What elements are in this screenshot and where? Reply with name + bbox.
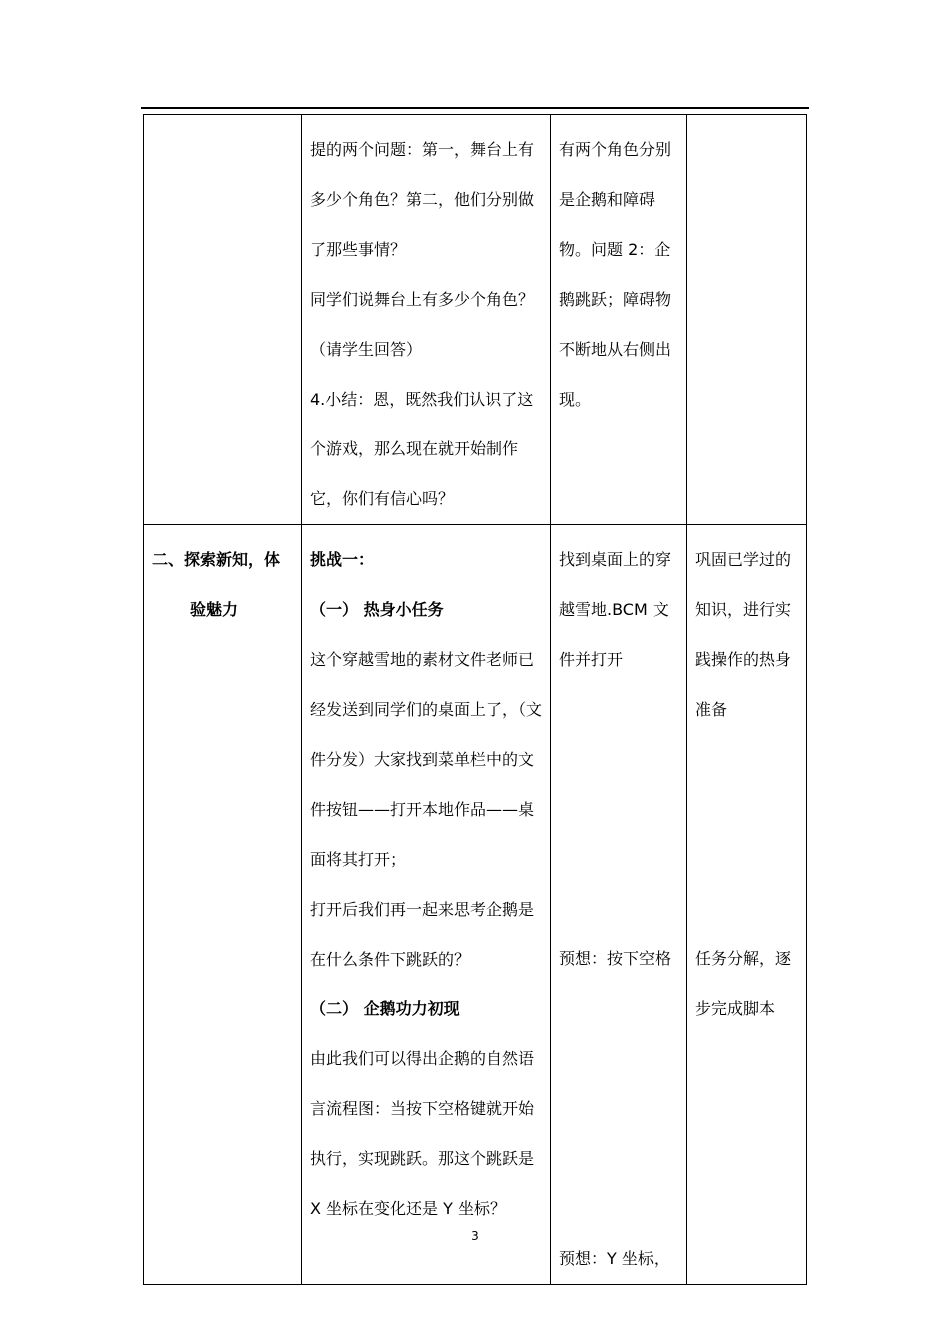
task-heading: （二） 企鹅功力初现 bbox=[310, 999, 460, 1019]
teacher-paragraph: 提的两个问题：第一，舞台上有多少个角色？第二，他们分别做了那些事情？ bbox=[310, 140, 535, 259]
spacer bbox=[695, 735, 799, 935]
teacher-paragraph: 同学们说舞台上有多少个角色？（请学生回答） bbox=[310, 289, 535, 359]
student-activity-cell bbox=[551, 115, 687, 525]
spacer bbox=[559, 984, 679, 1234]
teacher-activity-cell bbox=[302, 115, 551, 525]
challenge-heading: 挑战一： bbox=[310, 550, 375, 570]
teacher-paragraph: 打开后我们再一起来思考企鹅是在什么条件下跳跃的？ bbox=[310, 899, 535, 969]
stage-cell bbox=[144, 525, 302, 1285]
student-paragraph: 预想：Y 坐标， bbox=[559, 1248, 670, 1268]
design-intent-cell bbox=[687, 115, 807, 525]
table-row bbox=[144, 115, 807, 525]
task-heading: （一） 热身小任务 bbox=[310, 600, 444, 620]
intent-paragraph: 巩固已学过的知识，进行实践操作的热身准备 bbox=[695, 550, 792, 719]
design-intent-cell bbox=[687, 525, 807, 1285]
page-number: 3 bbox=[471, 1229, 479, 1243]
intent-paragraph: 任务分解，逐步完成脚本 bbox=[695, 949, 792, 1019]
teacher-paragraph: 由此我们可以得出企鹅的自然语言流程图：当按下空格键就开始执行，实现跳跃。那这个跳跃是 X 坐标在变化还是 Y 坐标？ bbox=[310, 1049, 535, 1219]
lesson-plan-table bbox=[143, 114, 807, 1285]
header-rule bbox=[141, 107, 809, 109]
student-activity-cell bbox=[551, 525, 687, 1285]
teacher-activity-cell bbox=[302, 525, 551, 1285]
stage-title-line: 验魅力 bbox=[190, 600, 239, 620]
student-paragraph: 有两个角色分别是企鹅和障碍物。问题 2：企鹅跳跃；障碍物不断地从右侧出现。 bbox=[559, 140, 672, 409]
table-row bbox=[144, 525, 807, 1285]
student-paragraph: 预想：按下空格 bbox=[559, 949, 672, 969]
stage-title-line: 二、探索新知，体 bbox=[152, 550, 281, 570]
teacher-paragraph: 4.小结：恩，既然我们认识了这个游戏，那么现在就开始制作它，你们有信心吗？ bbox=[310, 389, 534, 509]
stage-cell bbox=[144, 115, 302, 525]
teacher-paragraph: 这个穿越雪地的素材文件老师已经发送到同学们的桌面上了，（文件分发）大家找到菜单栏中的文件按钮——打开本地作品——桌面将其打开； bbox=[310, 650, 543, 869]
student-paragraph: 找到桌面上的穿越雪地.BCM 文件并打开 bbox=[559, 550, 672, 670]
spacer bbox=[559, 685, 679, 935]
